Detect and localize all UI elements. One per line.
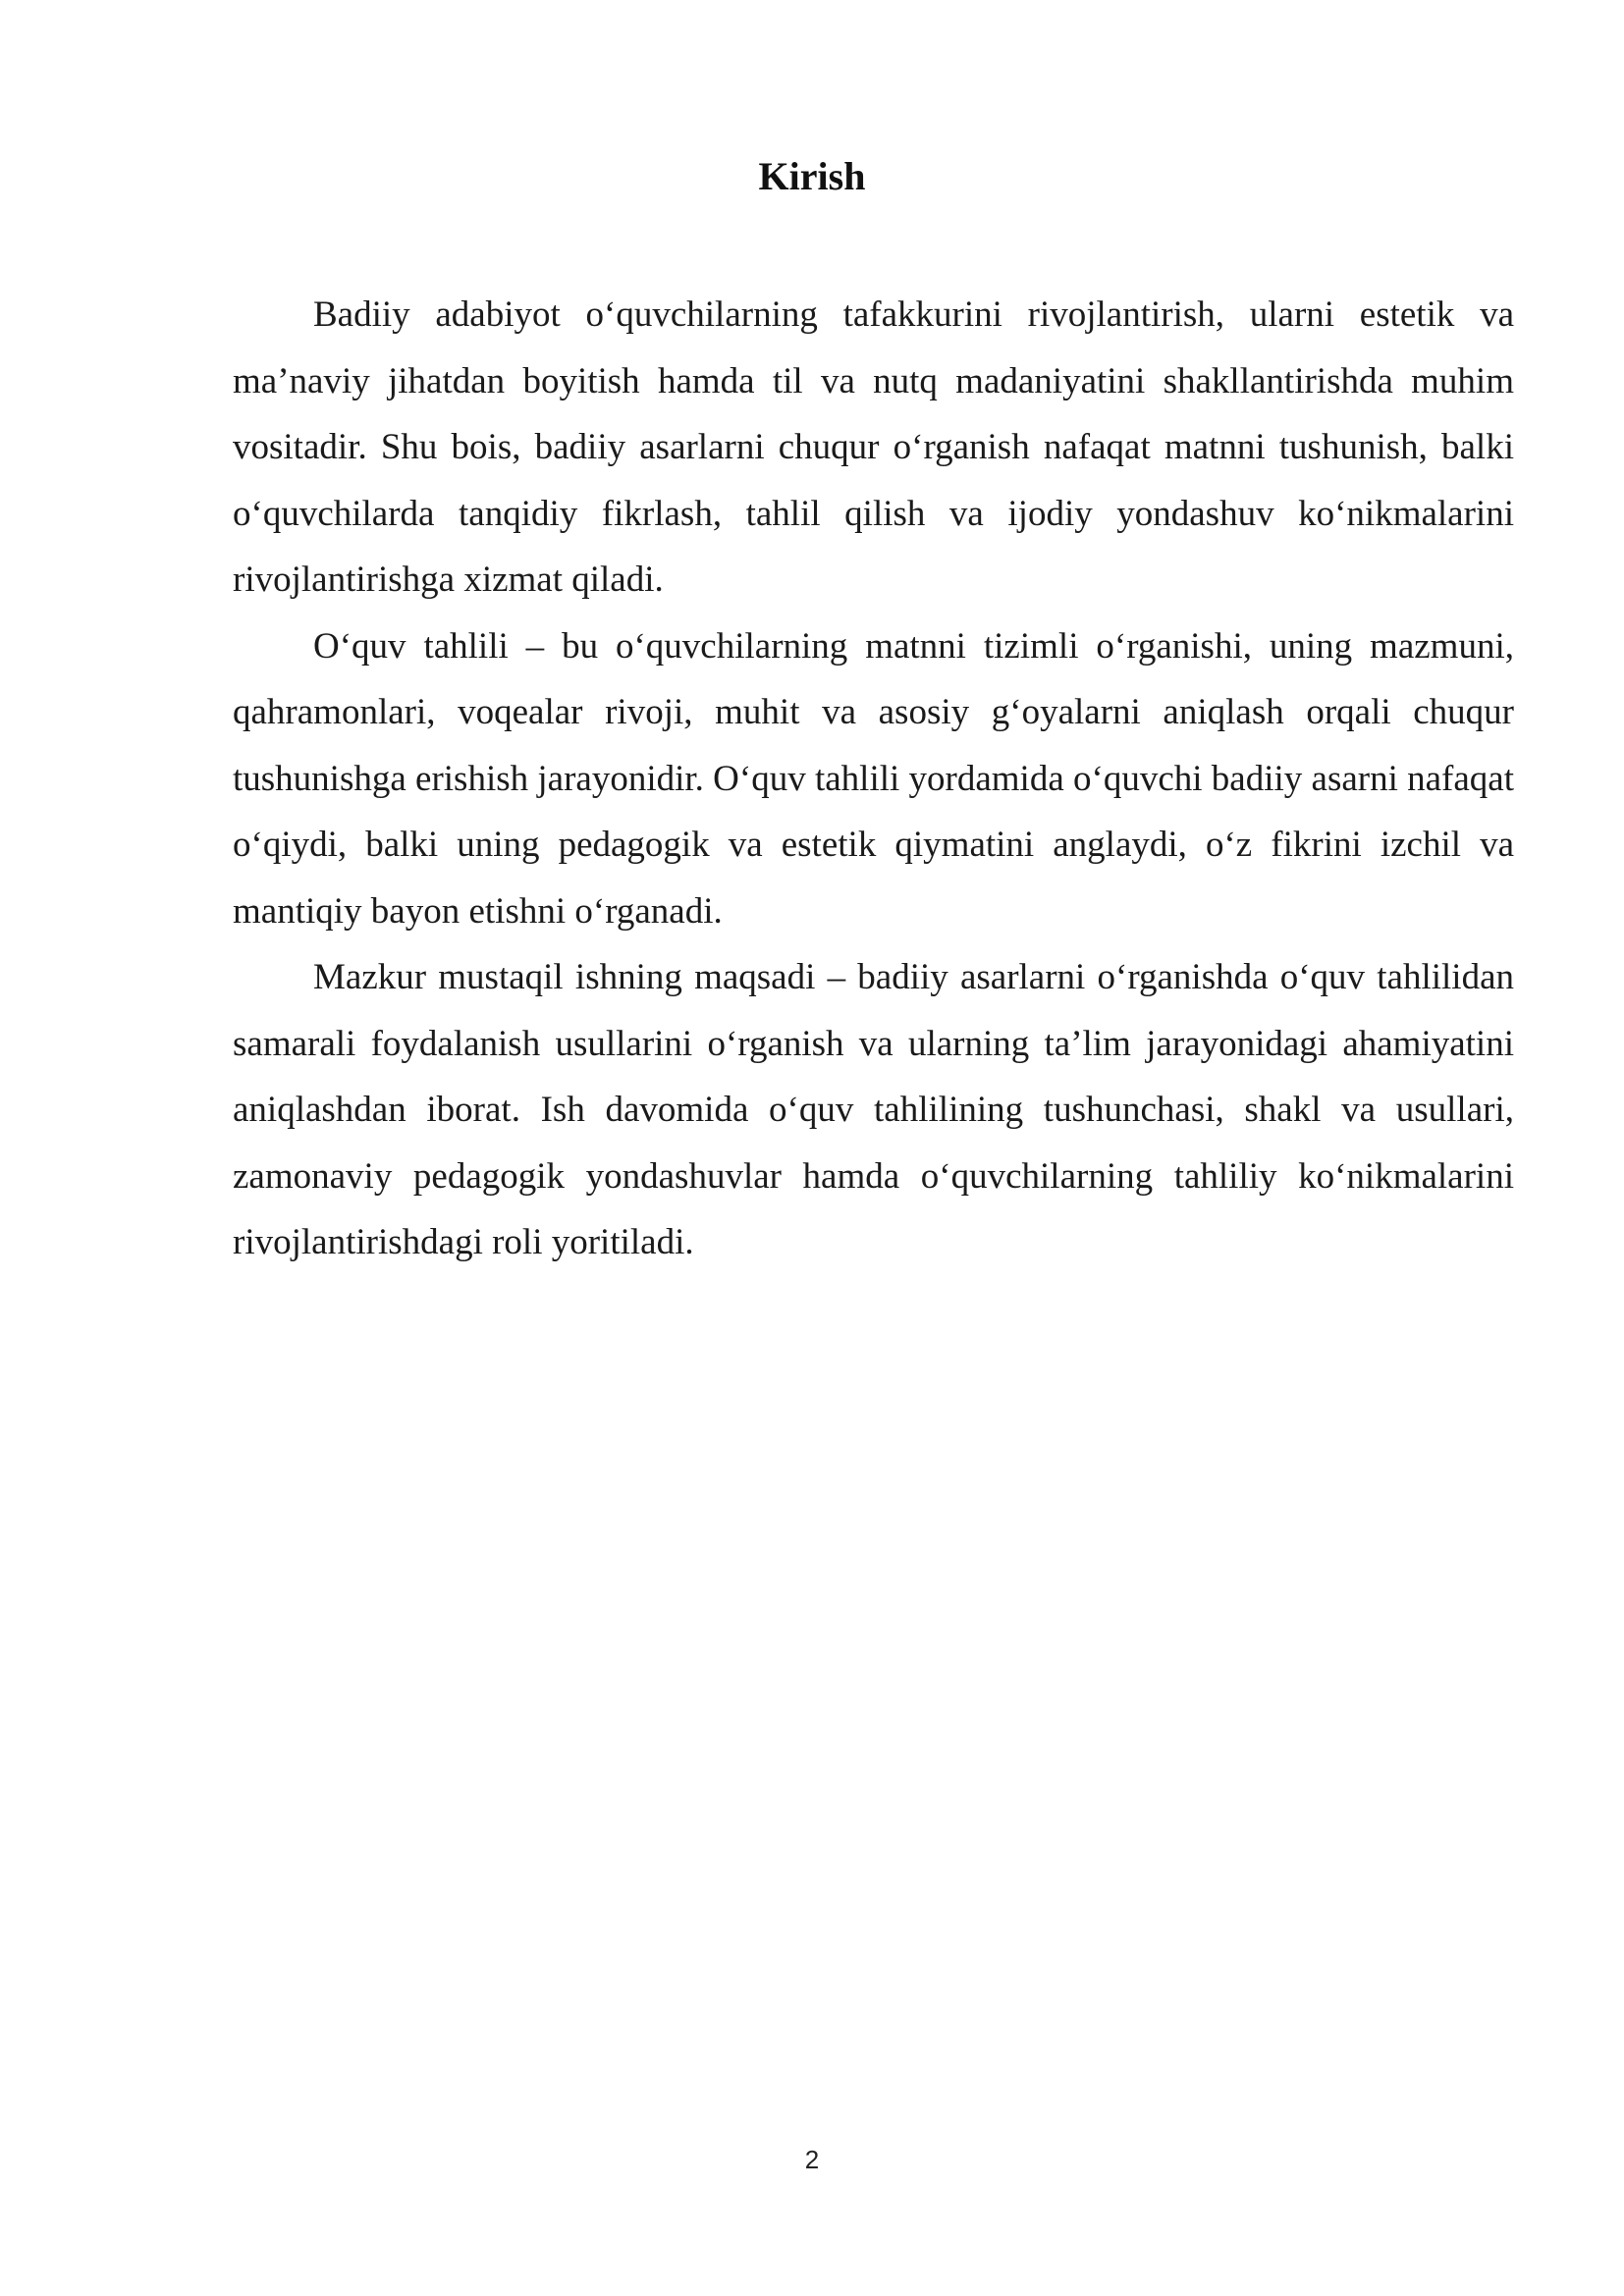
paragraph-2: O‘quv tahlili – bu o‘quvchilarning matnni tizimli o‘rganishi, uning mazmuni, qahramonlari, voqealar rivoji, muhit va asosiy g‘oyalarni aniqlash orqali chuqur tushunishga erishish jarayonidir. O‘quv tahlili yordamida o‘quvchi badiiy asarni nafaqat o‘qiydi, balki uning pedagogik va estetik qiymatini anglaydi, o‘z fikrini izchil va mantiqiy bayon etishni o‘rganadi.	[233, 625, 1514, 932]
body-text	[233, 282, 1514, 1276]
section-title: Kirish	[758, 154, 866, 198]
page-number: 2	[804, 2145, 820, 2174]
paragraph-3: Mazkur mustaqil ishning maqsadi – badiiy asarlarni o‘rganishda o‘quv tahlilidan samarali foydalanish usullarini o‘rganish va ularning ta’lim jarayonidagi ahamiyatini aniqlashdan iborat. Ish davomida o‘quv tahlilining tushunchasi, shakl va usullari, zamonaviy pedagogik yondashuvlar hamda o‘quvchilarning tahliliy ko‘nikmalarini rivojlantirishdagi roli yoritiladi.	[233, 957, 1514, 1262]
paragraph-1: Badiiy adabiyot o‘quvchilarning tafakkurini rivojlantirish, ularni estetik va ma’naviy jihatdan boyitish hamda til va nutq madaniyatini shakllantirishda muhim vositadir. Shu bois, badiiy asarlarni chuqur o‘rganish nafaqat matnni tushunish, balki o‘quvchilarda tanqidiy fikrlash, tahlil qilish va ijodiy yondashuv ko‘nikmalarini rivojlantirishga xizmat qiladi.	[233, 294, 1514, 600]
